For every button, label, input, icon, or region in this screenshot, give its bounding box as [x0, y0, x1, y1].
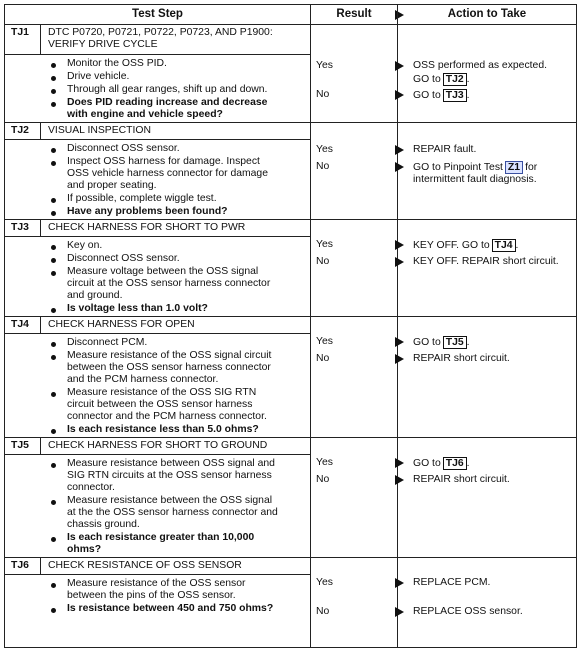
step-question: Is each resistance greater than 10,000 [67, 532, 255, 543]
column-divider [397, 5, 398, 647]
step-bullet: Measure resistance of the OSS sensor [67, 578, 246, 589]
step-bullet: SIG RTN circuits at the OSS sensor harness [67, 470, 272, 481]
bullet-icon [51, 148, 56, 153]
bullet-icon [51, 355, 56, 360]
row-divider [5, 557, 576, 558]
step-bullet: Inspect OSS harness for damage. Inspect [67, 156, 260, 167]
step-bullet: Through all gear ranges, shift up and down. [67, 84, 268, 95]
bullet-icon [51, 63, 56, 68]
pinpoint-link-z1[interactable]: Z1 [505, 161, 523, 174]
bullet-icon [51, 76, 56, 81]
arrow-icon [395, 607, 404, 617]
step-bullet: Monitor the OSS PID. [67, 58, 167, 69]
action-text: REPAIR short circuit. [413, 474, 510, 485]
step-bullet: circuit at the OSS sensor harness connector [67, 278, 271, 289]
id-divider [40, 557, 41, 574]
arrow-icon [395, 61, 404, 71]
step-bullet: Measure resistance between OSS signal and [67, 458, 275, 469]
step-title: CHECK RESISTANCE OF OSS SENSOR [48, 560, 242, 571]
row-divider [5, 437, 576, 438]
id-divider [40, 437, 41, 454]
step-title: CHECK HARNESS FOR SHORT TO PWR [48, 222, 246, 233]
arrow-icon [395, 475, 404, 485]
action-text: GO to TJ2 . [413, 74, 470, 85]
step-question: ohms? [67, 544, 102, 555]
title-divider [5, 574, 310, 575]
arrow-icon [395, 458, 404, 468]
step-id: TJ5 [11, 440, 29, 451]
bullet-icon [51, 102, 56, 107]
step-bullet: between the OSS sensor harness connector [67, 362, 271, 373]
bullet-icon [51, 429, 56, 434]
title-divider [5, 333, 310, 334]
id-divider [40, 24, 41, 54]
header-test-step: Test Step [5, 5, 310, 25]
row-divider [5, 316, 576, 317]
result-yes: Yes [316, 457, 333, 468]
result-yes: Yes [316, 577, 333, 588]
bullet-icon [51, 89, 56, 94]
bullet-icon [51, 463, 56, 468]
result-no: No [316, 89, 330, 100]
step-question: with engine and vehicle speed? [67, 109, 223, 120]
action-text: GO to TJ3 . [413, 90, 470, 101]
result-yes: Yes [316, 144, 333, 155]
step-bullet: Measure resistance of the OSS SIG RTN [67, 387, 257, 398]
step-id: TJ1 [11, 27, 29, 38]
step-question: Does PID reading increase and decrease [67, 97, 268, 108]
step-bullet: Key on. [67, 240, 103, 251]
bullet-icon [51, 211, 56, 216]
step-bullet: Disconnect PCM. [67, 337, 148, 348]
step-question: Is each resistance less than 5.0 ohms? [67, 424, 259, 435]
step-bullet: Drive vehicle. [67, 71, 130, 82]
step-bullet: connector and the PCM harness connector. [67, 411, 267, 422]
step-bullet: OSS vehicle harness connector for damage [67, 168, 268, 179]
step-bullet: and proper seating. [67, 180, 157, 191]
step-bullet: Disconnect OSS sensor. [67, 143, 180, 154]
bullet-icon [51, 161, 56, 166]
step-bullet: circuit between the OSS sensor harness [67, 399, 253, 410]
result-no: No [316, 606, 330, 617]
action-text: KEY OFF. GO to TJ4 . [413, 240, 519, 251]
bullet-icon [51, 392, 56, 397]
header-action: Action to Take [398, 5, 576, 25]
id-divider [40, 316, 41, 333]
column-divider [310, 5, 311, 647]
step-title: DTC P0720, P0721, P0722, P0723, AND P1900: [48, 27, 273, 38]
bullet-icon [51, 271, 56, 276]
bullet-icon [51, 245, 56, 250]
action-text: REPAIR fault. [413, 144, 477, 155]
action-text: GO to TJ5 . [413, 337, 470, 348]
result-no: No [316, 161, 330, 172]
step-bullet: Measure voltage between the OSS signal [67, 266, 259, 277]
title-divider [5, 236, 310, 237]
bullet-icon [51, 537, 56, 542]
step-title: VERIFY DRIVE CYCLE [48, 39, 158, 50]
action-text: REPAIR short circuit. [413, 353, 510, 364]
arrow-icon [395, 240, 404, 250]
step-bullet: at the the OSS sensor harness connector and [67, 507, 278, 518]
step-title: CHECK HARNESS FOR SHORT TO GROUND [48, 440, 268, 451]
step-bullet: and ground. [67, 290, 123, 301]
arrow-icon [395, 257, 404, 267]
action-text: REPLACE PCM. [413, 577, 491, 588]
arrow-icon [395, 578, 404, 588]
step-bullet: Measure resistance of the OSS signal circuit [67, 350, 272, 361]
step-title: VISUAL INSPECTION [48, 125, 151, 136]
bullet-icon [51, 342, 56, 347]
step-link-tj5[interactable]: TJ5 [443, 336, 467, 349]
row-divider [5, 122, 576, 123]
title-divider [5, 139, 310, 140]
action-text: REPLACE OSS sensor. [413, 606, 523, 617]
action-text: GO to TJ6 . [413, 458, 470, 469]
arrow-icon [395, 162, 404, 172]
step-bullet: Measure resistance between the OSS signal [67, 495, 273, 506]
bullet-icon [51, 308, 56, 313]
step-question: Have any problems been found? [67, 206, 228, 217]
step-bullet: If possible, complete wiggle test. [67, 193, 217, 204]
action-text: KEY OFF. REPAIR short circuit. [413, 256, 559, 267]
result-yes: Yes [316, 60, 333, 71]
step-id: TJ2 [11, 125, 29, 136]
step-id: TJ6 [11, 560, 29, 571]
title-divider [5, 454, 310, 455]
step-title: CHECK HARNESS FOR OPEN [48, 319, 195, 330]
id-divider [40, 219, 41, 236]
result-yes: Yes [316, 239, 333, 250]
step-bullet: between the pins of the OSS sensor. [67, 590, 236, 601]
title-divider [5, 54, 310, 55]
step-question: Is voltage less than 1.0 volt? [67, 303, 208, 314]
step-link-tj6[interactable]: TJ6 [443, 457, 467, 470]
step-bullet: and the PCM harness connector. [67, 374, 219, 385]
result-no: No [316, 256, 330, 267]
step-link-tj3[interactable]: TJ3 [443, 89, 467, 102]
diagnostic-table [4, 4, 577, 648]
step-id: TJ4 [11, 319, 29, 330]
step-link-tj2[interactable]: TJ2 [443, 73, 467, 86]
bullet-icon [51, 258, 56, 263]
bullet-icon [51, 583, 56, 588]
result-no: No [316, 353, 330, 364]
action-text: OSS performed as expected. [413, 60, 547, 71]
bullet-icon [51, 198, 56, 203]
id-divider [40, 122, 41, 139]
step-question: Is resistance between 450 and 750 ohms? [67, 603, 274, 614]
result-no: No [316, 474, 330, 485]
step-id: TJ3 [11, 222, 29, 233]
row-divider [5, 219, 576, 220]
header-result: Result [311, 5, 397, 25]
step-link-tj4[interactable]: TJ4 [492, 239, 516, 252]
step-bullet: Disconnect OSS sensor. [67, 253, 180, 264]
arrow-icon [395, 337, 404, 347]
action-text: GO to Pinpoint Test Z1 for [413, 162, 538, 173]
bullet-icon [51, 500, 56, 505]
arrow-icon [395, 145, 404, 155]
step-bullet: connector. [67, 482, 115, 493]
step-bullet: chassis ground. [67, 519, 140, 530]
arrow-icon [395, 90, 404, 100]
action-text: intermittent fault diagnosis. [413, 174, 537, 185]
arrow-icon [395, 354, 404, 364]
result-yes: Yes [316, 336, 333, 347]
bullet-icon [51, 608, 56, 613]
